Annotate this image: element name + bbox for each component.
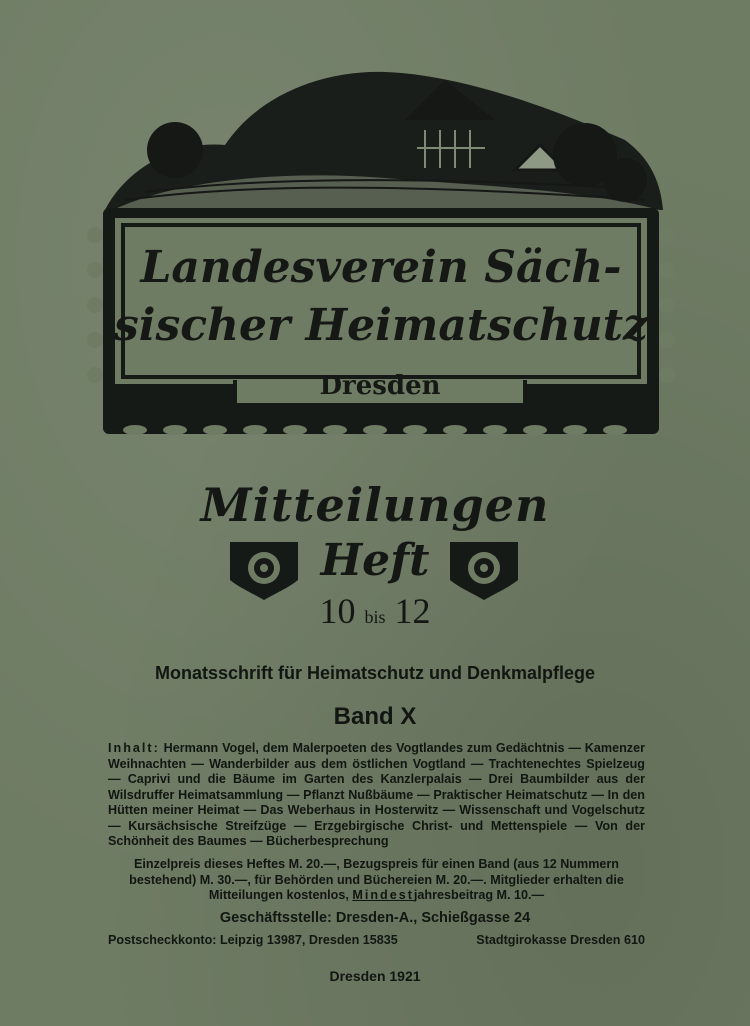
heft-number [0,590,750,632]
header-illustration [85,60,675,450]
postscheck-account: Postscheckkonto: Leipzig 13987, Dresden 15835 [108,933,398,947]
prices-text: Einzelpreis dieses Heftes M. 20.—, Bezugspreis für einen Band (aus 12 Nummern bestehend) M. 30.—, für Behörden und Büchereien M. 20.—. Mitglieder erhalten die Mitteilungen kostenlos, [129,857,624,902]
heft-label: Heft [320,535,430,586]
prices-block [108,857,645,904]
girokasse-account: Stadtgirokasse Dresden 610 [476,933,645,947]
series-title: Mitteilungen [200,478,550,532]
heft-from: 10 [319,591,356,631]
heft-to: 12 [394,591,431,631]
prices-emphasis: Mindest [352,888,414,902]
title-frame [87,208,675,435]
title-city: Dresden [319,371,441,401]
heft-connector: bis [364,607,386,627]
band-label: Band X [333,703,417,730]
prices-text-after: jahresbeitrag M. 10.— [413,888,545,902]
imprint: Dresden 1921 [329,968,421,984]
title-line-2: sischer Heimatschutz [113,300,649,351]
contents-block [108,741,645,850]
contents-text: Hermann Vogel, dem Malerpoeten des Vogtlandes zum Gedächtnis — Kamenzer Weihnachten — Wanderbilder aus dem östlichen Vogtland — Trachtenechtes Spielzeug — Caprivi und die Bäume im Garten des Kanzlerpalais — Drei Baumbilder aus der Wilsdruffer Heimatsammlung — Pflanzt Nußbäume — Praktischer Heimatschutz — In den Hütten meiner Heimat — Das Weberhaus in Hosterwitz — Wissenschaft und Vogelschutz — Kursächsische Streifzüge — Erzgebirgische Christ- und Mettenspiele — Von der Schönheit des Baumes — Bücherbesprechung [108,741,645,848]
subtitle: Monatsschrift für Heimatschutz und Denkmalpflege [154,663,596,683]
landscape-illustration [105,72,663,210]
office-address: Geschäftsstelle: Dresden-A., Schießgasse 24 [219,910,531,926]
title-line-1: Landesverein Säch- [140,242,622,293]
contents-label: Inhalt: [108,741,160,755]
